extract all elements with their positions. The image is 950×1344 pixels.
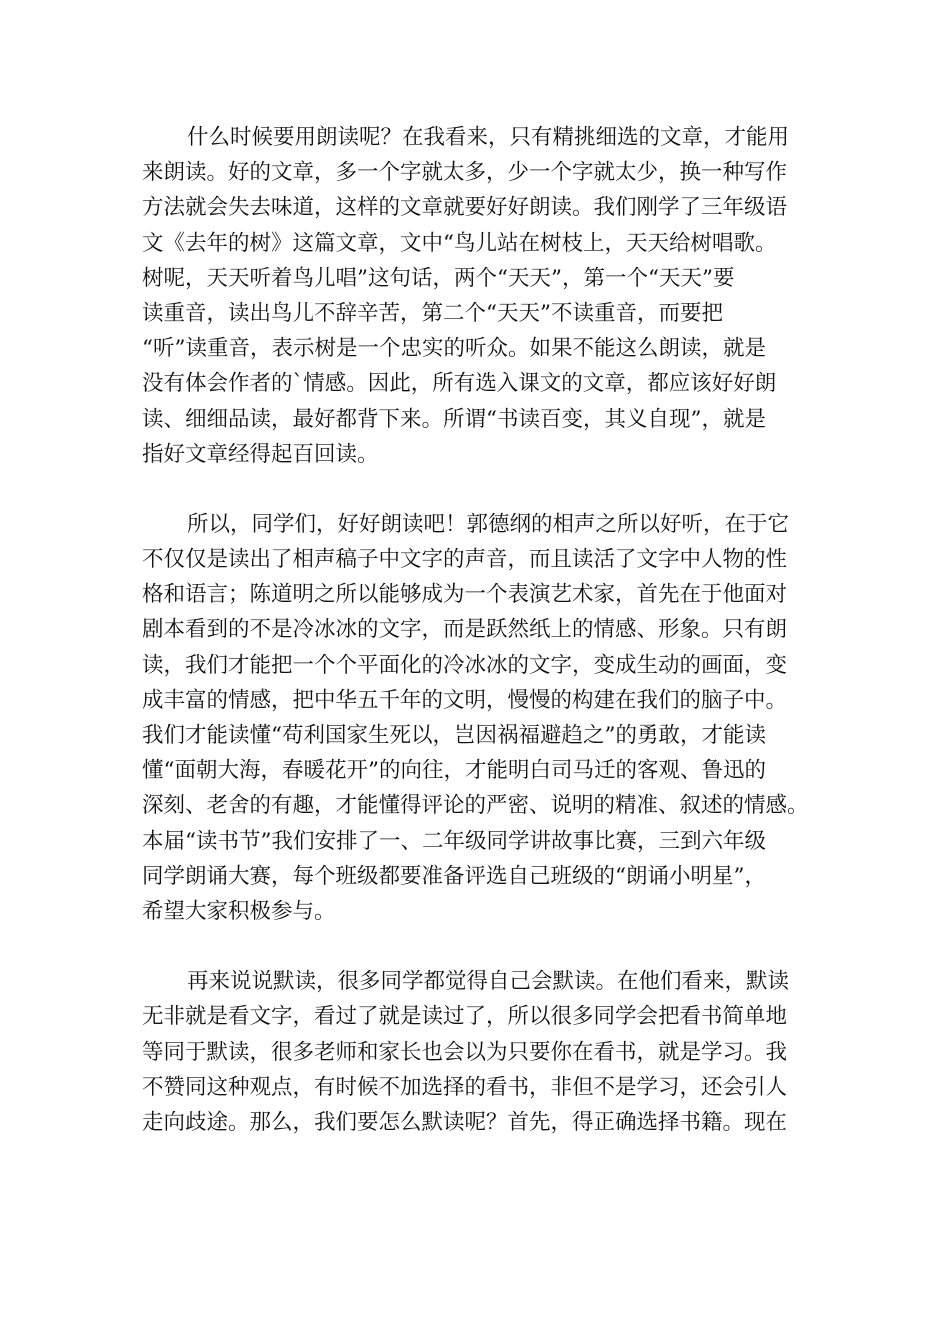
text-line: 文《去年的树》这篇文章，文中“鸟儿站在树枝上，天天给树唱歌。	[142, 230, 777, 256]
text-line: 来朗读。好的文章，多一个字就太多，少一个字就太少，换一种写作	[142, 160, 788, 186]
text-line: 格和语言；陈道明之所以能够成为一个表演艺术家，首先在于他面对	[142, 582, 788, 608]
text-line: 本届“读书节”我们安排了一、二年级同学讲故事比赛，三到六年级	[142, 828, 766, 854]
text-line: 同学朗诵大赛，每个班级都要准备评选自己班级的“朗诵小明星”，	[142, 863, 766, 889]
text-line: 方法就会失去味道，这样的文章就要好好朗读。我们刚学了三年级语	[142, 195, 788, 221]
paragraph	[142, 507, 822, 929]
text-line: 树呢，天天听着鸟儿唱”这句话，两个“天天”，第一个“天天”要	[142, 265, 735, 291]
text-line: 走向歧途。那么，我们要怎么默读呢？首先，得正确选择书籍。现在	[142, 1109, 788, 1135]
paragraph	[142, 120, 822, 472]
text-line: 我们才能读懂“苟利国家生死以，岂因祸福避趋之”的勇敢，才能读	[142, 723, 766, 748]
text-line: 读重音，读出鸟儿不辞辛苦，第二个“天天”不读重音，而要把	[142, 300, 723, 326]
text-line: 读、细细品读，最好都背下来。所谓“书读百变，其义自现”，就是	[142, 406, 766, 432]
text-line: 指好文章经得起百回读。	[142, 441, 379, 467]
text-line: 深刻、老舍的有趣，才能懂得评论的严密、说明的精准、叙述的情感。	[142, 793, 809, 819]
text-line: 无非就是看文字，看过了就是读过了，所以很多同学会把看书简单地	[142, 1004, 788, 1030]
text-line: “听”读重音，表示树是一个忠实的听众。如果不能这么朗读，就是	[142, 336, 766, 362]
document-body	[142, 120, 822, 1175]
text-line: 什么时候要用朗读呢？在我看来，只有精挑细选的文章，才能用	[187, 125, 790, 150]
text-line: 等同于默读，很多老师和家长也会以为只要你在看书，就是学习。我	[142, 1039, 788, 1065]
text-line: 读，我们才能把一个个平面化的冷冰冰的文字，变成生动的画面，变	[142, 652, 788, 678]
text-line: 剧本看到的不是冷冰冰的文字，而是跃然纸上的情感、形象。只有朗	[142, 617, 788, 643]
text-line: 懂“面朝大海，春暖花开”的向往，才能明白司马迁的客观、鲁迅的	[142, 758, 766, 784]
text-line: 不赞同这种观点，有时候不加选择的看书，非但不是学习，还会引人	[142, 1074, 788, 1100]
paragraph	[142, 964, 822, 1140]
text-line: 不仅仅是读出了相声稿子中文字的声音，而且读活了文字中人物的性	[142, 547, 788, 573]
text-line: 没有体会作者的`情感。因此，所有选入课文的文章，都应该好好朗	[142, 371, 777, 397]
text-line: 再来说说默读，很多同学都觉得自己会默读。在他们看来，默读	[187, 969, 790, 995]
text-line: 成丰富的情感，把中华五千年的文明，慢慢的构建在我们的脑子中。	[142, 687, 788, 713]
text-line: 希望大家积极参与。	[142, 898, 336, 924]
text-line: 所以，同学们，好好朗读吧！郭德纲的相声之所以好听，在于它	[187, 511, 790, 537]
